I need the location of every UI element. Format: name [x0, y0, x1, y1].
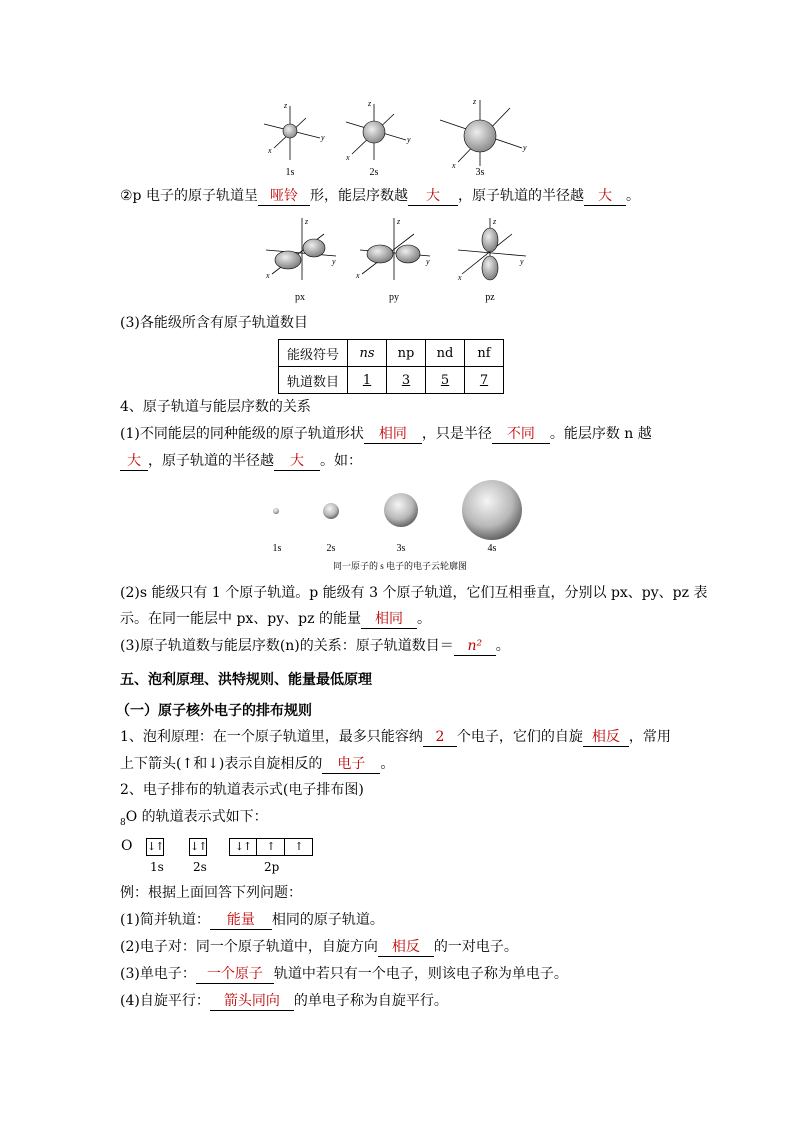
orbital-box: ↓↑	[146, 838, 164, 856]
text-line	[120, 991, 448, 1011]
text: 示。在同一能层中 px、py、pz 的能量	[120, 611, 361, 627]
sphere-label: 3s	[396, 543, 406, 554]
section-4-title: 4、原子轨道与能层序数的关系	[120, 399, 311, 415]
svg-text:z: z	[284, 101, 288, 110]
table-cell: nd	[426, 340, 465, 367]
orbital-box: ↓↑	[229, 838, 257, 856]
table-cell: np	[387, 340, 426, 367]
text-line	[120, 910, 384, 930]
svg-text:x: x	[266, 271, 270, 280]
svg-text:y: y	[332, 257, 336, 266]
text: 个电子，它们的自旋	[456, 729, 583, 745]
svg-text:z: z	[493, 217, 497, 226]
orbital-box-1s	[146, 838, 164, 856]
p-orbital-figure	[262, 216, 532, 292]
orbital-label: 2s	[193, 860, 207, 874]
text: (1)简并轨道：	[120, 912, 210, 928]
svg-text:y: y	[523, 143, 527, 152]
table-row	[279, 367, 504, 394]
sphere-label: 1s	[272, 543, 282, 554]
answer-blank: 大	[408, 188, 458, 206]
answer-blank: 箭头同向	[210, 993, 294, 1011]
text: 相同的原子轨道。	[271, 912, 384, 928]
text: 。	[625, 188, 640, 204]
orbital-box: ↑	[257, 838, 285, 856]
text: ②p 电子的原子轨道呈	[120, 188, 258, 204]
text: ，原子轨道的半径越	[457, 188, 584, 204]
table-cell: 3	[387, 367, 426, 394]
orbital-box-2s	[189, 838, 207, 856]
section-5-title: 五、泡利原理、洪特规则、能量最低原理	[120, 672, 372, 688]
answer-blank: 大	[584, 188, 626, 206]
svg-text:x: x	[458, 273, 462, 282]
text: 1、泡利原理：在一个原子轨道里，最多只能容纳	[120, 729, 423, 745]
text: 轨道中若只有一个电子，则该电子称为单电子。	[273, 966, 568, 982]
svg-text:z: z	[397, 217, 401, 226]
text: (2)电子对：同一个原子轨道中，自旋方向	[120, 939, 378, 955]
answer-blank: 哑铃	[258, 188, 310, 206]
svg-text:y: y	[520, 257, 524, 266]
table-cell: 能级符号	[279, 340, 348, 367]
text: (1)不同能层的同种能级的原子轨道形状	[120, 426, 364, 442]
answer-blank: 大	[120, 453, 148, 471]
p-orbital-label: px	[295, 292, 305, 303]
orbital-count-table	[278, 339, 504, 394]
text-line	[120, 424, 652, 444]
text: 的一对电子。	[433, 939, 518, 955]
text: 的单电子称为自旋平行。	[293, 993, 448, 1009]
orbital-label: 1s	[150, 860, 164, 874]
svg-text:x: x	[356, 271, 360, 280]
text: 。如：	[320, 453, 362, 469]
table-cell: 5	[426, 367, 465, 394]
text-line	[120, 727, 671, 747]
answer-blank: 大	[274, 453, 320, 471]
answer-blank: 相同	[361, 611, 417, 629]
text-line	[120, 451, 362, 471]
sphere-label: 2s	[326, 543, 336, 554]
s-orbital-figure	[258, 98, 538, 180]
answer-blank: 2	[423, 729, 457, 747]
text: ，只是半径	[421, 426, 492, 442]
svg-text:z: z	[305, 217, 309, 226]
text-line	[120, 754, 394, 774]
answer-blank: 一个原子	[196, 966, 274, 984]
p-orbital-label: pz	[485, 292, 495, 303]
text-line	[120, 807, 268, 833]
answer-blank: 能量	[210, 912, 272, 930]
s-orbital-label: 1s	[285, 167, 295, 178]
text: 上下箭头(↑和↓)表示自旋相反的	[120, 756, 323, 772]
table-cell: 1	[348, 367, 387, 394]
svg-text:x: x	[452, 161, 456, 170]
orbital-box: ↑	[285, 838, 313, 856]
subsection-title: （一）原子核外电子的排布规则	[116, 703, 312, 719]
svg-text:y: y	[426, 257, 430, 266]
answer-blank: 相反	[378, 939, 434, 957]
text-line	[120, 964, 568, 984]
text: (4)自旋平行：	[120, 993, 210, 1009]
table-cell: 7	[465, 367, 504, 394]
text: 。能层序数 n 越	[549, 426, 652, 442]
text: (3)原子轨道数与能层序数(n)的关系：原子轨道数目＝	[120, 638, 454, 654]
svg-text:z: z	[368, 99, 372, 108]
answer-blank: 电子	[322, 756, 380, 774]
text: 。	[416, 611, 431, 627]
text-line: 2、电子排布的轨道表示式(电子排布图)	[120, 782, 364, 798]
orbital-box: ↓↑	[189, 838, 207, 856]
text-line	[120, 609, 431, 629]
text: ，常用	[628, 729, 671, 745]
sphere-label: 4s	[487, 543, 497, 554]
table-cell: nf	[465, 340, 504, 367]
text: O 的轨道表示式如下：	[125, 809, 268, 825]
table-cell: ns	[348, 340, 387, 367]
svg-text:z: z	[473, 98, 477, 106]
answer-blank: 相反	[583, 729, 629, 747]
s-sphere-figure	[262, 478, 532, 544]
s-orbital-label: 3s	[475, 167, 485, 178]
svg-text:y: y	[321, 133, 325, 142]
text-line	[120, 937, 518, 957]
sphere-caption: 同一原子的 s 电子的电子云轮廓图	[332, 561, 467, 571]
text-line	[120, 636, 510, 656]
svg-text:x: x	[346, 153, 350, 162]
text-line: (2)s 能级只有 1 个原子轨道。p 能级有 3 个原子轨道，它们互相垂直，分别以 px、py、pz 表	[120, 585, 708, 601]
svg-text:y: y	[407, 135, 411, 144]
orbital-box-2p	[229, 838, 313, 856]
text: 形，能层序数越	[309, 188, 408, 204]
element-symbol: O	[121, 838, 133, 854]
table-row	[279, 340, 504, 367]
subscript: 8	[120, 817, 126, 828]
text-line: 例：根据上面回答下列问题：	[120, 885, 302, 901]
p-orbital-line	[120, 186, 640, 206]
answer-blank: 不同	[492, 426, 550, 444]
answer-blank: n²	[454, 638, 496, 656]
s-orbital-label: 2s	[369, 167, 379, 178]
text: (3)单电子：	[120, 966, 196, 982]
text: 。	[495, 638, 510, 654]
table-cell: 轨道数目	[279, 367, 348, 394]
svg-text:x: x	[268, 146, 272, 155]
answer-blank: 相同	[364, 426, 422, 444]
p-orbital-label: py	[389, 292, 399, 303]
section-3-title: (3)各能级所含有原子轨道数目	[120, 315, 308, 331]
text: 。	[380, 756, 395, 772]
orbital-label: 2p	[264, 860, 280, 874]
text: ，原子轨道的半径越	[148, 453, 274, 469]
